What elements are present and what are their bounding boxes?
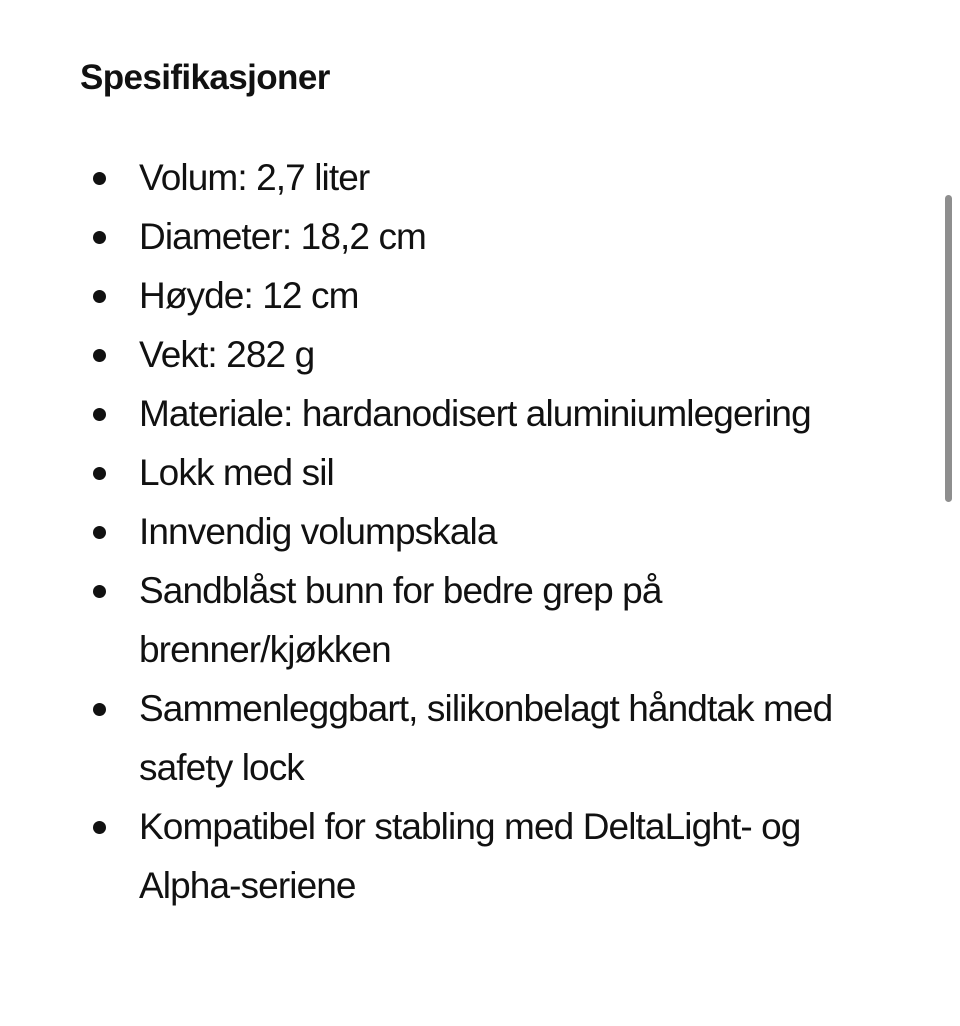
list-item-text: Lokk med sil (139, 452, 334, 493)
list-item-text: Vekt: 282 g (139, 334, 315, 375)
bullet-icon (93, 231, 106, 244)
list-item (139, 325, 884, 384)
list-item (139, 207, 884, 266)
bullet-icon (93, 408, 106, 421)
bullet-icon (93, 585, 106, 598)
list-item (139, 502, 884, 561)
bullet-icon (93, 821, 106, 834)
section-heading: Spesifikasjoner (80, 58, 330, 97)
bullet-icon (93, 526, 106, 539)
bullet-icon (93, 467, 106, 480)
list-item-text: Sandblåst bunn for bedre grep på brenner/kjøkken (139, 570, 662, 670)
list-item-text: Materiale: hardanodisert aluminiumlegering (139, 393, 811, 434)
list-item (139, 797, 884, 915)
list-item (139, 266, 884, 325)
list-item-text: Innvendig volumpskala (139, 511, 497, 552)
list-item (139, 679, 884, 797)
list-item-text: Volum: 2,7 liter (139, 157, 370, 198)
bullet-icon (93, 703, 106, 716)
bullet-icon (93, 290, 106, 303)
vertical-scrollbar[interactable] (945, 195, 952, 502)
list-item (139, 561, 884, 679)
list-item-text: Diameter: 18,2 cm (139, 216, 426, 257)
list-item-text: Sammenleggbart, silikonbelagt håndtak med safety lock (139, 688, 833, 788)
list-item (139, 384, 884, 443)
list-item (139, 148, 884, 207)
bullet-icon (93, 349, 106, 362)
list-item (139, 443, 884, 502)
bullet-icon (93, 172, 106, 185)
list-item-text: Kompatibel for stabling med DeltaLight- og Alpha-seriene (139, 806, 801, 906)
specifications-list (139, 148, 884, 915)
list-item-text: Høyde: 12 cm (139, 275, 359, 316)
